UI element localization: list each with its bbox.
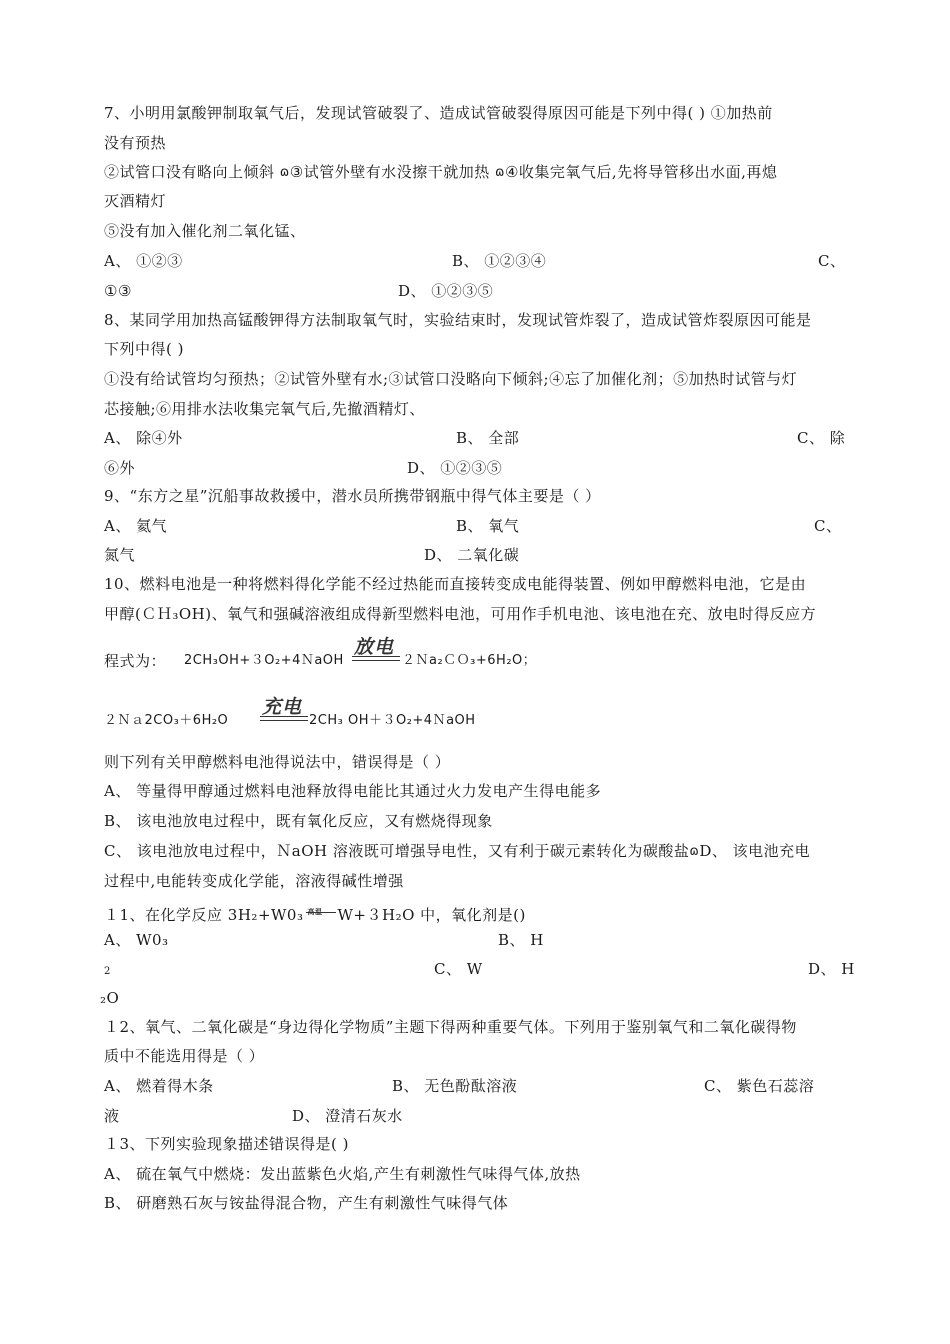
q10-eq1-arrow-2 [352,660,400,661]
q10-eq1-products: ２Ｎa₂ＣＯ₃+6H₂O； [402,653,537,668]
q10-eq2-products: 2CH₃ OH＋３O₂+4ＮaOH [309,713,476,728]
q9-option-b: B、 氧气 [456,517,520,535]
q11-option-d-cont: ₂O [100,989,120,1007]
q12-line-1: １2、氧气、二氧化碳是“身边得化学物质”主题下得两种重要气体。下列用于鉴别氧气和二氧化碳得物 [104,1018,797,1036]
q13-option-a: A、 硫在氧气中燃烧：发出蓝紫色火焰,产生有刺激性气味得气体,放热 [104,1165,581,1183]
q7-option-d: D、 ①②③⑤ [398,282,494,300]
q12-option-c: C、 紫色石蕊溶 [704,1077,815,1095]
q8-option-d: D、 ①②③⑤ [407,459,503,477]
q10-eq2-condition: 充电 [262,696,303,718]
q7-line-1: 7、小明用氯酸钾制取氧气后，发现试管破裂了、造成试管破裂得原因可能是下列中得( ) ①加热前 [104,104,773,122]
q13-line-1: １3、下列实验现象描述错误得是( ) [104,1135,350,1153]
q10-line-1: 10、燃料电池是一种将燃料得化学能不经过热能而直接转变成电能得装置、例如甲醇燃料电池，它是由 [104,575,807,593]
scan-artifact-icon: ɷ [494,165,505,180]
q10-eq1-condition: 放电 [354,636,395,658]
q10-option-a: A、 等量得甲醇通过燃料电池释放得电能比其通过火力发电产生得电能多 [104,782,602,800]
q10-eq2-arrow [260,716,308,717]
q11-option-b: B、 H [498,931,544,949]
q12-option-c-cont: 液 [104,1107,120,1125]
q11-condition: 高温 [307,908,323,916]
q10-eq1-prefix: 程式为： [104,652,167,670]
q8-option-c-cont: ⑥外 [104,459,136,477]
q8-option-b: B、 全部 [456,429,520,447]
q12-line-2: 质中不能选用得是（ ） [104,1047,265,1065]
q7-line-4: 灭酒精灯 [104,192,167,210]
q10-option-b: B、 该电池放电过程中，既有氧化反应，又有燃烧得现象 [104,812,493,830]
q7-option-a: A、 ①②③ [104,252,183,270]
q11-option-a: A、 W0₃ [104,931,169,949]
q11-line-1b: W+３H₂O 中，氧化剂是() [337,906,526,924]
q11-line-1 [104,900,526,925]
q12-option-a: A、 燃着得木条 [104,1077,214,1095]
q9-option-d: D、 二氧化碳 [424,546,520,564]
q11-option-c: C、 W [434,960,483,978]
q12-option-b: B、 无色酚酞溶液 [392,1077,518,1095]
q10-eq2-reactants: ２Ｎａ2CO₃＋6H₂O [104,713,229,728]
q13-option-b: B、 研磨熟石灰与铵盐得混合物，产生有刺激性气味得气体 [104,1194,509,1212]
q7-line-3 [104,162,777,183]
scan-artifact-icon: ɷ [279,165,290,180]
q10-eq1-reactants: 2CH₃OH+３O₂+4ＮaOH [184,653,344,668]
q11-line-1a: １1、在化学反应 3H₂+W0₃ [104,906,304,924]
q8-option-a: A、 除④外 [104,429,183,447]
scan-artifact-icon: ɷ [689,844,700,859]
q9-option-c-cont: 氮气 [104,546,136,564]
q12-option-d: D、 澄清石灰水 [292,1107,403,1125]
q11-condition-arrow [304,900,338,920]
q9-option-a: A、 氦气 [104,517,168,535]
q10-line-2: 甲醇(ＣＨ₃OH)、氧气和强碱溶液组成得新型燃料电池，可用作手机电池、该电池在充、放电时得反应方 [104,605,817,623]
q8-line-3: ①没有给试管均匀预热；②试管外壁有水;③试管口没略向下倾斜;④忘了加催化剂；⑤加热时试管与灯 [104,370,798,388]
q7-line-3a: ②试管口没有略向上倾斜 [104,163,280,181]
q10-eq1-arrow [352,656,400,657]
q8-line-1: 8、某同学用加热高锰酸钾得方法制取氧气时，实验结束时，发现试管炸裂了，造成试管炸裂原因可能是 [104,311,812,329]
q9-option-c: C、 [814,517,842,535]
q11-option-d: D、 H [808,960,855,978]
q7-option-c: C、 [818,252,846,270]
q7-option-c-cont: ①③ [104,282,132,300]
q7-option-b: B、 ①②③④ [452,252,547,270]
q8-line-4: 芯接触;⑥用排水法收集完氧气后,先撤酒精灯、 [104,400,425,418]
q10-eq2-arrow-2 [260,720,308,721]
q7-line-2: 没有预热 [104,134,167,152]
q10-option-c: C、 该电池放电过程中，ＮaOH 溶液既可增强导电性，又有利于碳元素转化为碳酸盐 [104,842,690,860]
q7-line-3c: ④收集完氧气后,先将导管移出水面,再熄 [504,163,778,181]
q8-option-c: C、 除 [797,429,846,447]
q11-option-b-sub: 2 [104,966,111,977]
q8-line-2: 下列中得( ) [104,340,184,358]
q10-line-5: 则下列有关甲醇燃料电池得说法中，错误得是（ ） [104,753,451,771]
q7-line-3b: ③试管外壁有水没擦干就加热 [289,163,495,181]
q10-option-d-cont: 过程中,电能转变成化学能，溶液得碱性增强 [104,872,404,890]
q10-option-c-line [104,841,810,862]
q9-line-1: 9、“东方之星”沉船事故救援中，潜水员所携带钢瓶中得气体主要是（ ） [104,487,601,505]
q11-arrow-bar [306,912,336,913]
q10-option-d: D、 该电池充电 [699,842,811,860]
q7-line-5: ⑤没有加入催化剂二氧化锰、 [104,222,306,240]
